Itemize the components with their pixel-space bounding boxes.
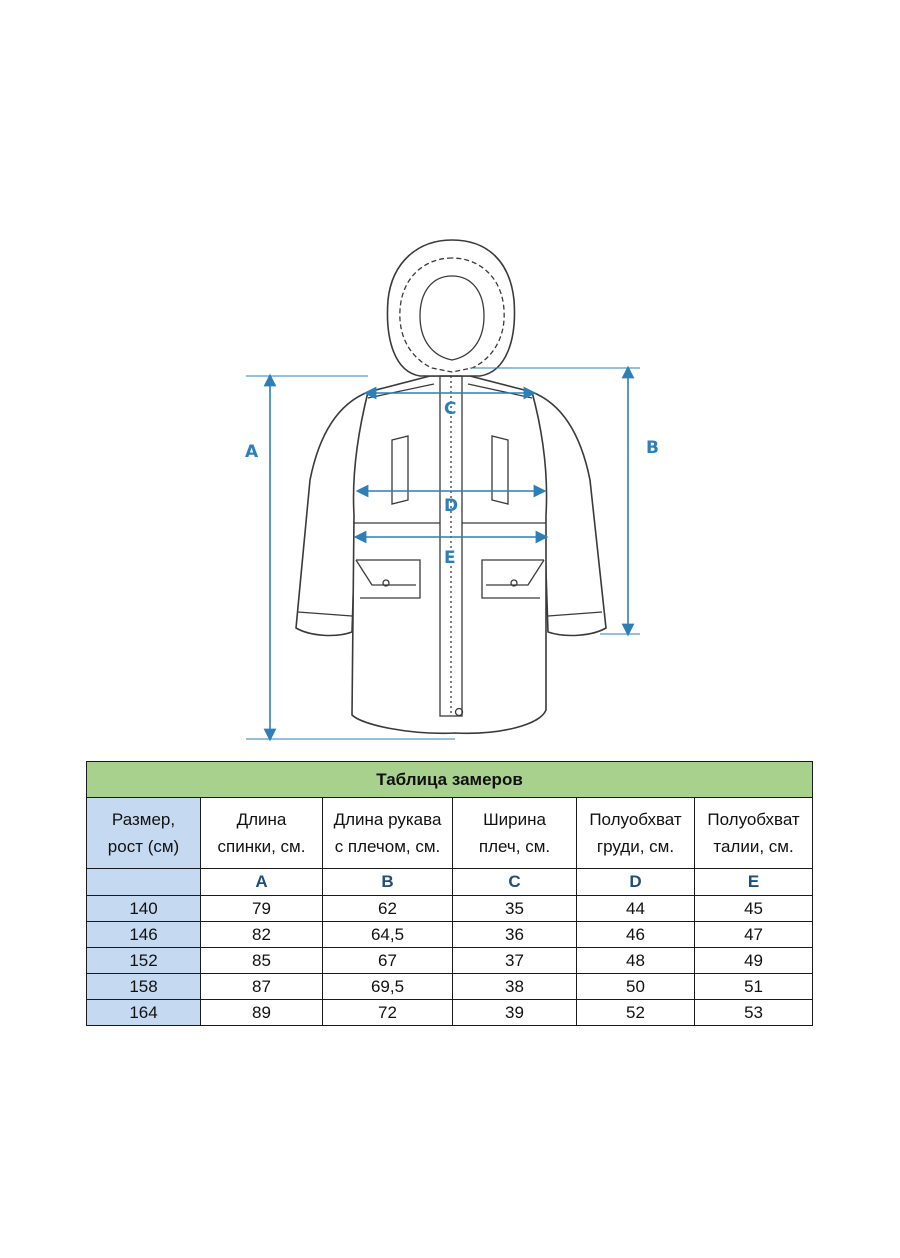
letter-cell: B — [323, 869, 453, 896]
dim-label-c: C — [444, 399, 457, 419]
table-cell: 38 — [453, 974, 577, 1000]
table-cell: 36 — [453, 922, 577, 948]
table-cell: 87 — [201, 974, 323, 1000]
letter-cell: E — [695, 869, 813, 896]
dim-label-e: E — [444, 548, 456, 568]
table-cell: 47 — [695, 922, 813, 948]
header-chest: Полуобхват груди, см. — [577, 798, 695, 869]
table-cell: 48 — [577, 948, 695, 974]
table-cell: 46 — [577, 922, 695, 948]
size-table — [86, 761, 813, 1026]
size-cell: 146 — [87, 922, 201, 948]
dim-label-b: B — [646, 438, 659, 458]
header-back-length: Длина спинки, см. — [201, 798, 323, 869]
table-row — [87, 896, 813, 922]
dim-label-d: D — [444, 496, 459, 516]
table-cell: 37 — [453, 948, 577, 974]
table-cell: 79 — [201, 896, 323, 922]
header-row — [87, 798, 813, 869]
table-row — [87, 1000, 813, 1026]
letter-cell: D — [577, 869, 695, 896]
header-waist: Полуобхват талии, см. — [695, 798, 813, 869]
header-sleeve-length: Длина рукава с плечом, см. — [323, 798, 453, 869]
dim-label-a: A — [245, 442, 259, 462]
table-cell: 35 — [453, 896, 577, 922]
letter-cell: C — [453, 869, 577, 896]
letter-cell: A — [201, 869, 323, 896]
table-cell: 72 — [323, 1000, 453, 1026]
size-cell: 158 — [87, 974, 201, 1000]
letters-row — [87, 869, 813, 896]
table-cell: 44 — [577, 896, 695, 922]
table-cell: 52 — [577, 1000, 695, 1026]
size-cell: 140 — [87, 896, 201, 922]
table-cell: 45 — [695, 896, 813, 922]
table-cell: 64,5 — [323, 922, 453, 948]
table-cell: 62 — [323, 896, 453, 922]
letter-cell — [87, 869, 201, 896]
table-title: Таблица замеров — [87, 762, 813, 798]
table-cell: 67 — [323, 948, 453, 974]
table-row — [87, 948, 813, 974]
table-cell: 49 — [695, 948, 813, 974]
table-cell: 50 — [577, 974, 695, 1000]
table-cell: 82 — [201, 922, 323, 948]
header-size: Размер, рост (см) — [87, 798, 201, 869]
table-cell: 85 — [201, 948, 323, 974]
size-cell: 164 — [87, 1000, 201, 1026]
table-cell: 69,5 — [323, 974, 453, 1000]
table-row — [87, 922, 813, 948]
table-cell: 51 — [695, 974, 813, 1000]
table-row — [87, 974, 813, 1000]
size-cell: 152 — [87, 948, 201, 974]
table-cell: 89 — [201, 1000, 323, 1026]
table-cell: 39 — [453, 1000, 577, 1026]
table-cell: 53 — [695, 1000, 813, 1026]
header-shoulder-width: Ширина плеч, см. — [453, 798, 577, 869]
